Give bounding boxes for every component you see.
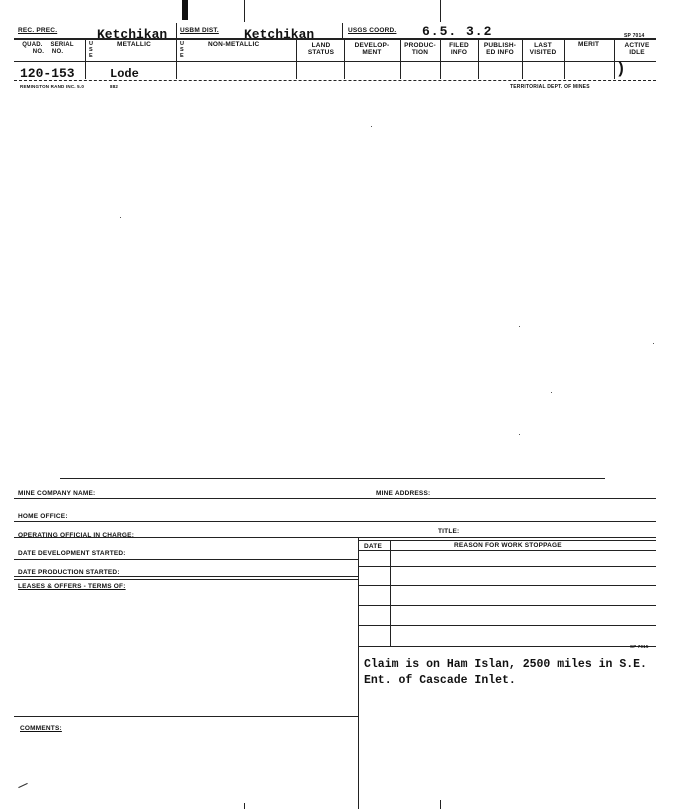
metallic-value: Lode (110, 67, 139, 81)
card-tab-line (440, 0, 441, 22)
col-merit: MERIT (578, 41, 600, 48)
scan-speck (551, 392, 552, 393)
col-active-idle: ACTIVE IDLE (624, 42, 650, 56)
card-tab-mark (182, 0, 188, 20)
claim-note-line-1: Claim is on Ham Islan, 2500 miles in S.E. (364, 658, 647, 671)
title-label: TITLE: (438, 528, 460, 535)
col-divider (614, 39, 615, 79)
operating-official-label: OPERATING OFFICIAL IN CHARGE: (18, 532, 135, 539)
form-number-top: SP 7014 (624, 33, 645, 39)
card-tab-line (244, 0, 245, 22)
col-use-1: U S E (89, 41, 94, 59)
col-divider (478, 39, 479, 79)
form-rule (14, 579, 358, 580)
col-divider (522, 39, 523, 79)
mine-address-label: MINE ADDRESS: (376, 490, 431, 497)
col-land-status: LAND STATUS (307, 42, 335, 56)
form-rule (14, 576, 358, 577)
form-rule (14, 521, 656, 522)
form-rule (14, 498, 656, 499)
stoppage-row-rule (358, 566, 656, 567)
col-use-2: U S E (180, 41, 185, 59)
pen-mark (18, 783, 27, 788)
stoppage-row-rule (358, 550, 656, 551)
scan-speck (519, 326, 520, 327)
form-rule (14, 716, 358, 717)
col-quad-serial: QUAD. SERIAL NO. NO. (22, 42, 74, 55)
rec-prec-value: Ketchikan (97, 27, 168, 42)
header-divider (342, 23, 343, 39)
col-non-metallic: NON-METALLIC (208, 41, 260, 48)
stoppage-left-edge (358, 537, 359, 809)
col-filed-info: FILED INFO (449, 42, 469, 56)
card-tab-line (244, 803, 245, 809)
scan-speck (371, 126, 372, 127)
territorial-dept-imprint: TERRITORIAL DEPT. OF MINES (510, 84, 590, 90)
col-production: PRODUC- TION (404, 42, 436, 56)
col-divider (344, 39, 345, 79)
home-office-label: HOME OFFICE: (18, 513, 68, 520)
printer-code: 882 (110, 84, 119, 89)
active-idle-mark: ) (616, 60, 626, 78)
col-published-info: PUBLISH- ED INFO (483, 42, 517, 56)
printer-imprint: REMINGTON RAND INC. 5.0 (20, 84, 85, 89)
col-divider (296, 39, 297, 79)
usgs-coord-value: 6.5. 3.2 (422, 24, 493, 39)
col-divider (564, 39, 565, 79)
scan-speck (653, 343, 654, 344)
header-divider (176, 23, 177, 39)
stoppage-row-rule (358, 605, 656, 606)
col-divider (440, 39, 441, 79)
claim-note-line-2: Ent. of Cascade Inlet. (364, 674, 516, 687)
scan-speck (120, 217, 121, 218)
top-index-card (0, 0, 678, 95)
stoppage-date-header: DATE (364, 543, 383, 550)
col-divider (85, 39, 86, 79)
stoppage-row-rule (358, 646, 656, 647)
record-rule (14, 80, 656, 81)
form-number-bottom: SP 7015 (630, 644, 649, 649)
leases-offers-label: LEASES & OFFERS - TERMS OF: (18, 583, 126, 590)
col-metallic: METALLIC (117, 41, 151, 48)
form-rule (14, 559, 358, 560)
lower-record-card (0, 470, 678, 809)
stoppage-row-rule (358, 625, 656, 626)
usbm-dist-label: USBM DIST. (180, 27, 219, 34)
usbm-dist-value: Ketchikan (244, 27, 315, 42)
scan-speck (519, 434, 520, 435)
stoppage-row-rule (358, 585, 656, 586)
mine-company-name-label: MINE COMPANY NAME: (18, 490, 96, 497)
header-rule (14, 38, 656, 40)
stoppage-col-divider (390, 540, 391, 646)
comments-label: COMMENTS: (20, 725, 62, 732)
usgs-coord-label: USGS COORD. (348, 27, 397, 34)
col-development: DEVELOP- MENT (354, 42, 390, 56)
card-top-edge (60, 478, 605, 479)
col-divider (400, 39, 401, 79)
form-rule (358, 540, 656, 541)
date-development-started-label: DATE DEVELOPMENT STARTED: (18, 550, 126, 557)
card-tab-line (440, 800, 441, 809)
col-last-visited: LAST VISITED (529, 42, 557, 56)
stoppage-reason-header: REASON FOR WORK STOPPAGE (454, 542, 562, 549)
form-rule (14, 537, 656, 538)
date-production-started-label: DATE PRODUCTION STARTED: (18, 569, 120, 576)
col-divider (176, 39, 177, 79)
rec-prec-label: REC. PREC. (18, 27, 58, 34)
column-header-rule (14, 61, 656, 62)
quad-serial-value: 120-153 (20, 66, 75, 81)
